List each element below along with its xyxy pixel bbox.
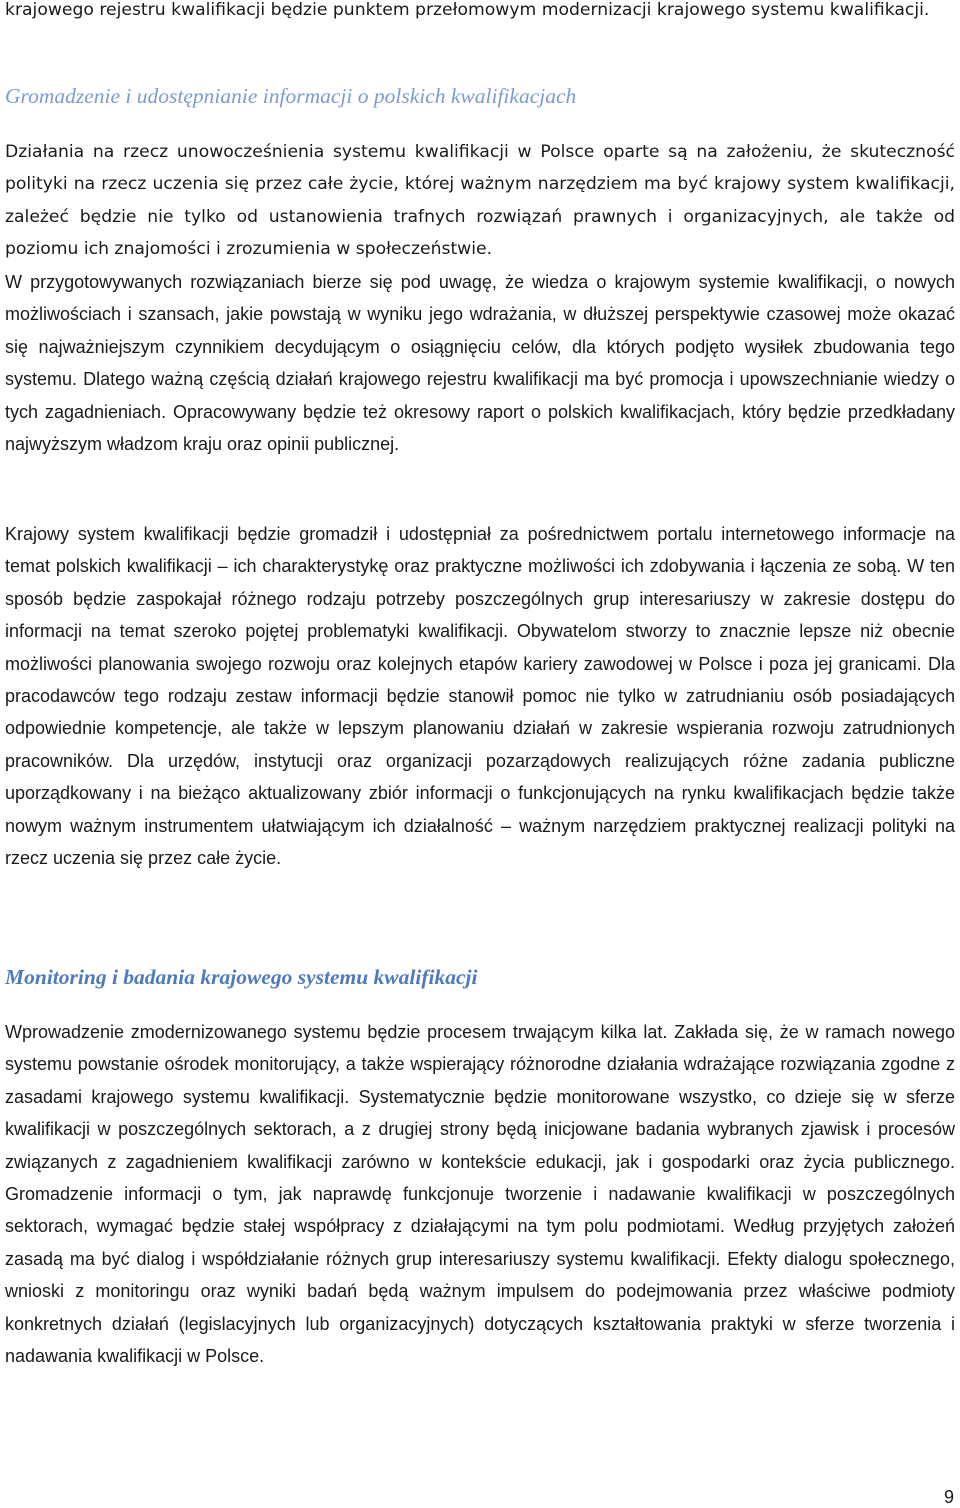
paragraph-dzialania: Działania na rzecz unowocześnienia systemu kwalifikacji w Polsce oparte są na założeniu, że skuteczność polityki na rzecz uczenia się przez całe życie, której ważnym narzędziem ma być krajowy system kwalifikacji, zależeć będzie nie tylko od ustanowienia trafnych rozwiązań prawnych i organizacyjnych, ale także od poziomu ich znajomości i zrozumienia w społeczeństwie. — [5, 142, 955, 260]
intro-fragment: krajowego rejestru kwalifikacji będzie punktem przełomowym modernizacji krajowego systemu kwalifikacji. — [5, 0, 930, 20]
paragraph-krajowy-system: Krajowy system kwalifikacji będzie gromadził i udostępniał za pośrednictwem portalu internetowego informacje na temat polskich kwalifikacji – ich charakterystykę oraz praktyczne możliwości ich zdobywania i łączenia ze sobą. W ten sposób będzie zaspokajał różnego rodzaju potrzeby poszczególnych grup interesariuszy w zakresie dostępu do informacji na temat szeroko pojętej problematyki kwalifikacji. Obywatelom stworzy to znacznie lepsze niż obecnie możliwości planowania swojego rozwoju oraz kolejnych etapów kariery zawodowej w Polsce i poza jej granicami. Dla pracodawców tego rodzaju zestaw informacji będzie stanowił pomoc nie tylko w zatrudnianiu osób posiadających odpowiednie kompetencje, ale także w lepszym planowaniu działań w zakresie wspierania rozwoju zatrudnionych pracowników. Dla urzędów, instytucji oraz organizacji pozarządowych realizujących różne zadania publiczne uporządkowany i na bieżąco aktualizowany zbiór informacji o funkcjonujących na rynku kwalifikacjach będzie także nowym ważnym instrumentem ułatwiającym ich działalność – ważnym narzędziem praktycznej realizacji polityki na rzecz uczenia się przez całe życie. — [5, 524, 955, 869]
paragraph-wprowadzenie: Wprowadzenie zmodernizowanego systemu będzie procesem trwającym kilka lat. Zakłada się, że w ramach nowego systemu powstanie ośrodek monitorujący, a także wspierający różnorodne działania wdrażające rozwiązania zgodne z zasadami krajowego systemu kwalifikacji. Systematycznie będzie monitorowane wszystko, co dzieje się w sferze kwalifikacji w poszczególnych sektorach, a z drugiej strony będą inicjowane badania wybranych zjawisk i procesów związanych z zagadnieniem kwalifikacji zarówno w kontekście edukacji, jak i gospodarki oraz życia publicznego. Gromadzenie informacji o tym, jak naprawdę funkcjonuje tworzenie i nadawanie kwalifikacji w poszczególnych sektorach, wymagać będzie stałej współpracy z działającymi na tym polu podmiotami. Według przyjętych założeń zasadą ma być dialog i współdziałanie różnych grup interesariuszy systemu kwalifikacji. Efekty dialogu społecznego, wnioski z monitoringu oraz wyniki badań będą ważnym impulsem do podejmowania przez właściwe podmioty konkretnych działań (legislacyjnych lub organizacyjnych) dotyczących kształtowania praktyki w sferze tworzenia i nadawania kwalifikacji w Polsce. — [5, 1022, 955, 1367]
section-heading-gromadzenie: Gromadzenie i udostępnianie informacji o polskich kwalifikacjach — [5, 84, 577, 108]
section-heading-monitoring: Monitoring i badania krajowego systemu kwalifikacji — [5, 965, 478, 989]
paragraph-przygotowywanych: W przygotowywanych rozwiązaniach bierze się pod uwagę, że wiedza o krajowym systemie kwalifikacji, o nowych możliwościach i szansach, jakie powstają w wyniku jego wdrażania, w dłuższej perspektywie czasowej może okazać się najważniejszym czynnikiem decydującym o osiągnięciu celów, dla których podjęto wysiłek zbudowania tego systemu. Dlatego ważną częścią działań krajowego rejestru kwalifikacji ma być promocja i upowszechnianie wiedzy o tych zagadnieniach. Opracowywany będzie też okresowy raport o polskich kwalifikacjach, który będzie przedkładany najwyższym władzom kraju oraz opinii publicznej. — [5, 272, 955, 455]
page-number: 9 — [943, 1487, 954, 1507]
